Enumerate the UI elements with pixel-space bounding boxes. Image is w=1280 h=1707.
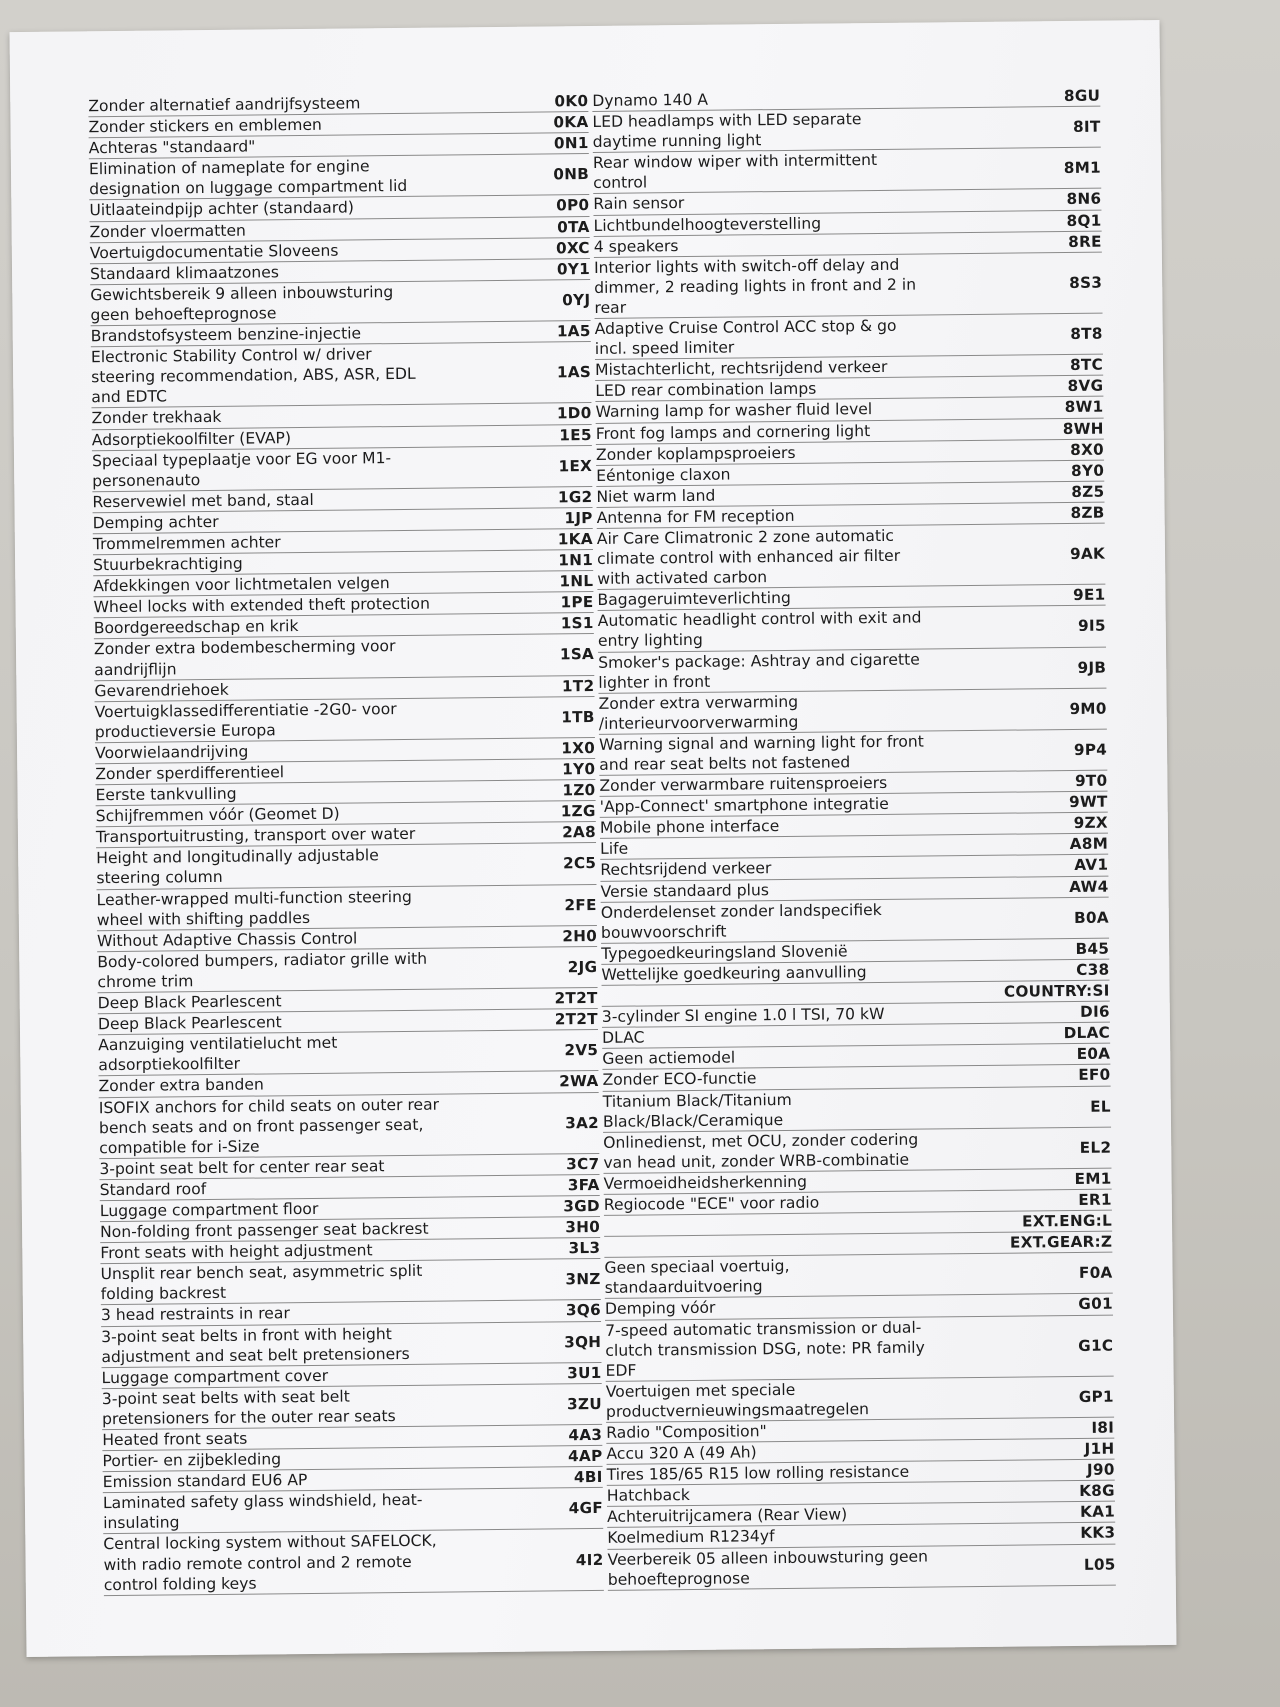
- option-description: Eerste tankvulling: [95, 784, 237, 805]
- option-description: Front seats with height adjustment: [100, 1241, 373, 1263]
- option-code: 9E1: [1072, 585, 1106, 605]
- option-code: EL2: [1079, 1138, 1112, 1157]
- option-description: Emission standard EU6 AP: [102, 1471, 308, 1492]
- option-description: 4 speakers: [593, 236, 679, 256]
- option-description: Interior lights with switch-off delay and dimmer, 2 reading lights in front and 2 in rear: [593, 255, 917, 317]
- option-code: EF0: [1078, 1066, 1111, 1085]
- option-code: 3GD: [563, 1196, 600, 1216]
- option-code: 1T2: [561, 676, 595, 695]
- option-description: Reservewiel met band, staal: [92, 490, 314, 512]
- option-code: 8S3: [1069, 273, 1103, 292]
- option-description: Smoker's package: Ashtray and cigarette lighter in front: [598, 650, 920, 692]
- option-code: 0TA: [557, 217, 590, 236]
- option-code: 9M0: [1069, 699, 1107, 718]
- option-code: A8M: [1069, 834, 1109, 854]
- option-description: Stuurbekrachtiging: [93, 554, 243, 575]
- option-code: GP1: [1078, 1387, 1114, 1406]
- option-row: [604, 1253, 1112, 1300]
- option-code: K8G: [1079, 1481, 1115, 1501]
- option-code: 3H0: [565, 1218, 601, 1237]
- option-code: 1A5: [556, 322, 591, 341]
- option-code: 1S1: [560, 614, 594, 633]
- right-column: [592, 86, 1116, 1591]
- option-description: Deep Black Pearlescent: [97, 992, 282, 1013]
- option-description: Niet warm land: [596, 486, 716, 506]
- option-code: 2T2T: [554, 988, 598, 1008]
- option-code: 1JP: [564, 508, 593, 528]
- option-row: [98, 1030, 598, 1076]
- option-code: 0KA: [553, 113, 589, 132]
- option-description: Aanzuiging ventilatielucht met adsorptiekoolfilter: [98, 1033, 338, 1075]
- option-code: 8WH: [1062, 419, 1104, 438]
- option-description: Versie standaard plus: [600, 880, 770, 901]
- option-description: Zonder vloermatten: [89, 221, 246, 241]
- option-row: [601, 897, 1109, 944]
- option-code: 2V5: [564, 1041, 599, 1060]
- option-description: [604, 1244, 939, 1248]
- option-code: 1EX: [558, 456, 593, 475]
- option-description: 7-speed automatic transmission or dual-clutch transmission DSG, note: PR family EDF: [605, 1318, 925, 1380]
- option-code: 0Y1: [556, 259, 591, 279]
- option-description: Laminated safety glass windshield, heat-insulating: [102, 1491, 423, 1533]
- option-description: Zonder sperdifferentieel: [95, 763, 285, 784]
- option-code: 4GF: [568, 1499, 604, 1518]
- option-description: Height and longitudinally adjustable steering column: [96, 846, 379, 888]
- option-code: 8W1: [1064, 398, 1104, 417]
- option-row: [593, 148, 1101, 195]
- option-code: 1AS: [556, 363, 592, 382]
- option-description: ISOFIX anchors for child seats on outer rear bench seats and on front passenger seat, compatible for i-Size: [98, 1095, 440, 1157]
- option-description: Zonder trekhaak: [91, 408, 222, 428]
- option-description: Luggage compartment floor: [99, 1199, 319, 1221]
- option-code: B45: [1075, 939, 1110, 958]
- option-code: 1NL: [559, 572, 594, 591]
- option-row: [103, 1488, 603, 1534]
- option-description: Onlinedienst, met OCU, zonder codering van head unit, zonder WRB-combinatie: [603, 1130, 919, 1172]
- option-code: I8I: [1091, 1418, 1115, 1437]
- option-code: EM1: [1074, 1169, 1112, 1188]
- option-description: Regiocode "ECE" voor radio: [603, 1193, 820, 1214]
- option-description: Lichtbundelhoogteverstelling: [593, 214, 822, 235]
- option-code: 9WT: [1068, 792, 1108, 812]
- option-description: LED headlamps with LED separate daytime running light: [592, 110, 862, 152]
- option-description: Voorwielaandrijving: [94, 742, 249, 763]
- option-code: 1D0: [556, 404, 592, 423]
- option-code: 8GU: [1063, 86, 1101, 106]
- option-row: [89, 154, 589, 200]
- option-description: Warning lamp for washer fluid level: [595, 400, 873, 422]
- option-description: Demping achter: [92, 512, 219, 533]
- option-description: Voertuigen met speciale productvernieuwingsmaatregelen: [605, 1380, 870, 1421]
- option-description: Demping vóór: [604, 1299, 716, 1319]
- option-code: F0A: [1078, 1263, 1113, 1283]
- option-description: Eéntonige claxon: [596, 465, 731, 485]
- option-description: Wettelijke goedkeuring aanvulling: [601, 963, 867, 984]
- option-code: KK3: [1080, 1524, 1116, 1543]
- option-row: [97, 885, 597, 931]
- option-code: 0YJ: [562, 290, 591, 310]
- option-code: ER1: [1078, 1190, 1112, 1209]
- option-code: L05: [1083, 1555, 1116, 1574]
- option-description: Rear window wiper with intermittent control: [592, 151, 878, 193]
- option-code: C38: [1076, 960, 1110, 979]
- option-description: Antenna for FM reception: [596, 506, 795, 527]
- option-code: 9ZX: [1073, 813, 1108, 833]
- option-description: Accu 320 A (49 Ah): [606, 1443, 757, 1463]
- option-code: 3QH: [564, 1332, 602, 1351]
- option-code: 8VG: [1067, 376, 1104, 396]
- option-code: 2JG: [567, 957, 598, 977]
- option-description: Onderdelenset zonder landspecifiek bouwvoorschrift: [600, 900, 882, 942]
- option-description: Luggage compartment cover: [101, 1366, 329, 1387]
- option-code: 3ZU: [567, 1394, 603, 1414]
- option-row: [100, 1259, 600, 1305]
- option-description: Schijfremmen vóór (Geomet D): [95, 804, 340, 826]
- option-description: Heated front seats: [102, 1429, 248, 1450]
- option-description: Adaptive Cruise Control ACC stop & go incl. speed limiter: [594, 316, 897, 359]
- option-description: [604, 1223, 939, 1227]
- paper-sheet: [10, 20, 1177, 1657]
- option-description: 3-point seat belt for center rear seat: [99, 1156, 385, 1178]
- option-description: Zonder extra banden: [98, 1075, 264, 1096]
- option-description: Bagageruimteverlichting: [597, 589, 791, 610]
- option-description: Typegoedkeuringsland Slovenië: [601, 942, 848, 963]
- option-description: Central locking system without SAFELOCK, with radio remote control and 2 remote control folding keys: [103, 1532, 437, 1594]
- option-description: Rain sensor: [593, 194, 685, 214]
- option-code: 1Y0: [562, 759, 596, 779]
- option-row: [607, 1544, 1115, 1591]
- option-code: J90: [1086, 1460, 1115, 1480]
- option-code: E0A: [1076, 1044, 1111, 1064]
- option-description: Zonder extra bodembescherming voor aandrijflijn: [93, 637, 396, 679]
- option-code: J1H: [1084, 1439, 1115, 1458]
- option-code: 3A2: [565, 1113, 600, 1132]
- option-description: Deep Black Pearlescent: [97, 1013, 282, 1034]
- option-code: EXT.ENG:L: [1022, 1211, 1113, 1231]
- option-row: [592, 107, 1100, 154]
- option-code: EXT.GEAR:Z: [1009, 1232, 1113, 1252]
- option-code: 8ZB: [1070, 503, 1105, 522]
- option-code: DI6: [1080, 1002, 1110, 1022]
- option-code: COUNTRY:SI: [1003, 981, 1110, 1001]
- option-description: Rechtsrijdend verkeer: [600, 859, 772, 880]
- option-code: 0N1: [553, 134, 589, 153]
- option-description: Voertuigdocumentatie Sloveens: [89, 241, 339, 262]
- option-description: Electronic Stability Control w/ driver steering recommendation, ABS, ASR, EDL and EDTC: [90, 345, 416, 407]
- option-row: [599, 730, 1107, 777]
- option-code: 3L3: [568, 1239, 601, 1258]
- option-description: Hatchback: [606, 1486, 690, 1506]
- option-code: 8IT: [1072, 117, 1101, 137]
- option-code: 1X0: [561, 738, 596, 758]
- option-description: 3-cylinder SI engine 1.0 l TSI, 70 kW: [601, 1005, 885, 1027]
- option-description: Automatic headlight control with exit and entry lighting: [597, 608, 922, 651]
- option-row: [598, 606, 1106, 653]
- option-description: Standaard klimaatzones: [89, 263, 280, 283]
- option-description: Afdekkingen voor lichtmetalen velgen: [93, 574, 390, 596]
- option-description: Dynamo 140 A: [592, 90, 709, 110]
- option-description: Transportuitrusting, transport over water: [95, 825, 416, 847]
- option-description: Trommelremmen achter: [92, 533, 281, 554]
- option-code: 3NZ: [565, 1270, 601, 1289]
- option-description: Veerbereik 05 alleen inbouwsturing geen behoefteprognose: [607, 1547, 929, 1589]
- option-code: 2H0: [562, 926, 598, 946]
- option-code: 0P0: [556, 196, 590, 215]
- option-code: EL: [1090, 1097, 1111, 1116]
- option-code: 8Q1: [1066, 211, 1102, 230]
- option-description: Without Adaptive Chassis Control: [96, 929, 358, 950]
- option-code: 0NB: [553, 165, 590, 184]
- option-code: 8M1: [1063, 158, 1102, 178]
- option-code: 8T8: [1070, 324, 1103, 344]
- option-code: 1G2: [557, 487, 593, 507]
- option-description: Vermoeidheidsherkenning: [603, 1172, 808, 1193]
- option-description: Voertuigklassedifferentiatie -2G0- voor productieversie Europa: [94, 699, 397, 742]
- option-row: [92, 446, 592, 492]
- option-code: AV1: [1074, 856, 1109, 875]
- option-description: Radio "Composition": [606, 1422, 767, 1442]
- option-code: 4BI: [573, 1468, 603, 1487]
- option-row: [95, 697, 595, 743]
- option-description: 3 head restraints in rear: [100, 1304, 290, 1325]
- option-code: AW4: [1069, 877, 1109, 896]
- option-row: [598, 647, 1106, 694]
- option-description: Standard roof: [99, 1179, 207, 1200]
- option-row: [90, 280, 590, 326]
- option-code: 1SA: [559, 645, 595, 664]
- option-code: 3C7: [566, 1154, 600, 1174]
- option-row: [603, 1086, 1111, 1133]
- option-description: Leather-wrapped multi-function steering wheel with shifting paddles: [96, 887, 412, 929]
- option-code: 1Z0: [562, 781, 596, 800]
- option-code: 8X0: [1070, 440, 1105, 459]
- option-description: Speciaal typeplaatje voor EG voor M1-personenauto: [91, 448, 392, 490]
- option-description: Adsorptiekoolfilter (EVAP): [91, 428, 292, 449]
- option-description: Tires 185/65 R15 low rolling resistance: [606, 1462, 910, 1485]
- option-code: 2C5: [562, 854, 597, 873]
- option-code: 8RE: [1068, 232, 1102, 251]
- option-code: KA1: [1079, 1502, 1116, 1522]
- option-row: [598, 688, 1106, 735]
- option-row: [97, 947, 597, 993]
- option-code: 8Z5: [1071, 482, 1105, 501]
- option-row: [91, 342, 592, 409]
- option-description: Zonder stickers en emblemen: [88, 115, 322, 137]
- option-code: 2T2T: [554, 1010, 598, 1029]
- option-code: 1TB: [561, 707, 595, 727]
- option-description: DLAC: [601, 1028, 645, 1048]
- option-description: Achteruitrijcamera (Rear View): [607, 1505, 848, 1527]
- option-description: Zonder koplampsproeiers: [595, 443, 796, 464]
- option-description: Life: [600, 840, 629, 859]
- option-description: Brandstofsysteem benzine-injectie: [90, 324, 362, 346]
- option-code: 3FA: [567, 1175, 600, 1195]
- option-description: Zonder alternatief aandrijfsysteem: [88, 94, 361, 116]
- option-description: Mistachterlicht, rechtsrijdend verkeer: [595, 358, 888, 380]
- option-description: Portier- en zijbekleding: [102, 1450, 282, 1471]
- option-code: 8TC: [1069, 355, 1104, 375]
- option-code: G01: [1078, 1295, 1113, 1314]
- option-code: 2A8: [562, 823, 597, 842]
- option-row: [605, 1315, 1114, 1382]
- option-description: Body-colored bumpers, radiator grille with chrome trim: [97, 949, 428, 992]
- option-code: 1PE: [560, 593, 594, 612]
- option-row: [96, 843, 596, 889]
- option-code: 3U1: [567, 1363, 602, 1383]
- option-description: Achteras "standaard": [88, 137, 256, 158]
- option-description: LED rear combination lamps: [595, 379, 817, 401]
- option-code: 1E5: [559, 425, 592, 444]
- option-description: Zonder ECO-functie: [602, 1069, 757, 1090]
- option-code: 4I2: [575, 1550, 604, 1569]
- left-column: [88, 91, 604, 1596]
- option-row: [101, 1321, 601, 1367]
- option-code: B0A: [1073, 908, 1109, 927]
- option-code: G1C: [1078, 1336, 1114, 1355]
- option-code: 1ZG: [560, 802, 596, 821]
- option-code: 9I5: [1078, 617, 1106, 636]
- option-description: Titanium Black/Titanium Black/Black/Ceramique: [602, 1090, 792, 1131]
- option-description: Boordgereedschap en krik: [93, 617, 299, 638]
- option-description: Zonder extra verwarming /interieurvoorverwarming: [598, 692, 799, 733]
- option-code: 8N6: [1066, 190, 1102, 209]
- option-code: 9JB: [1077, 658, 1107, 677]
- option-code: 9P4: [1073, 740, 1108, 759]
- option-description: 3-point seat belts with seat belt pretensioners for the outer rear seats: [101, 1387, 396, 1429]
- option-description: 3-point seat belts in front with height adjustment and seat belt pretensioners: [101, 1324, 410, 1366]
- option-code: 3Q6: [565, 1301, 602, 1320]
- option-code: 4AP: [568, 1447, 603, 1466]
- option-code: 4A3: [568, 1425, 603, 1445]
- option-description: 'App-Connect' smartphone integratie: [599, 795, 889, 817]
- option-description: Koelmedium R1234yf: [607, 1527, 775, 1548]
- option-description: [602, 992, 937, 996]
- option-description: Geen actiemodel: [602, 1048, 736, 1069]
- option-description: Air Care Climatronic 2 zone automatic climate control with enhanced air filter with activated carbon: [596, 526, 901, 589]
- option-code: 2WA: [559, 1072, 599, 1091]
- option-code: 1KA: [557, 529, 593, 549]
- option-code: 0XC: [555, 238, 590, 258]
- option-code: 8Y0: [1071, 461, 1105, 480]
- option-description: Elimination of nameplate for engine designation on luggage compartment lid: [88, 157, 408, 199]
- option-code: 1N1: [558, 551, 594, 570]
- option-description: Uitlaateindpijp achter (standaard): [89, 198, 355, 220]
- option-description: Warning signal and warning light for front and rear seat belts not fastened: [598, 732, 924, 774]
- option-row: [99, 1092, 600, 1159]
- option-row: [603, 1127, 1111, 1174]
- option-description: Gewichtsbereik 9 alleen inbouwsturing geen behoefteprognose: [90, 282, 394, 325]
- option-code: 9T0: [1074, 771, 1108, 791]
- option-code: 9AK: [1069, 544, 1106, 564]
- option-row: [102, 1384, 602, 1430]
- option-code: 0K0: [554, 92, 589, 111]
- option-code: 2FE: [564, 895, 597, 914]
- option-description: Unsplit rear bench seat, asymmetric split folding backrest: [100, 1262, 423, 1304]
- option-row: [103, 1529, 604, 1596]
- option-code: DLAC: [1063, 1023, 1111, 1043]
- option-row: [594, 252, 1103, 319]
- option-description: Zonder verwarmbare ruitensproeiers: [599, 774, 888, 796]
- option-description: Mobile phone interface: [599, 817, 780, 838]
- option-row: [595, 314, 1103, 361]
- option-description: Geen speciaal voertuig, standaarduitvoering: [604, 1257, 790, 1298]
- option-row: [606, 1376, 1114, 1423]
- option-description: Gevarendriehoek: [94, 680, 229, 700]
- option-row: [94, 634, 594, 680]
- option-description: Non-folding front passenger seat backrest: [100, 1219, 429, 1242]
- option-row: [597, 524, 1106, 591]
- option-description: Wheel locks with extended theft protection: [93, 594, 431, 617]
- option-description: Front fog lamps and cornering light: [595, 421, 871, 443]
